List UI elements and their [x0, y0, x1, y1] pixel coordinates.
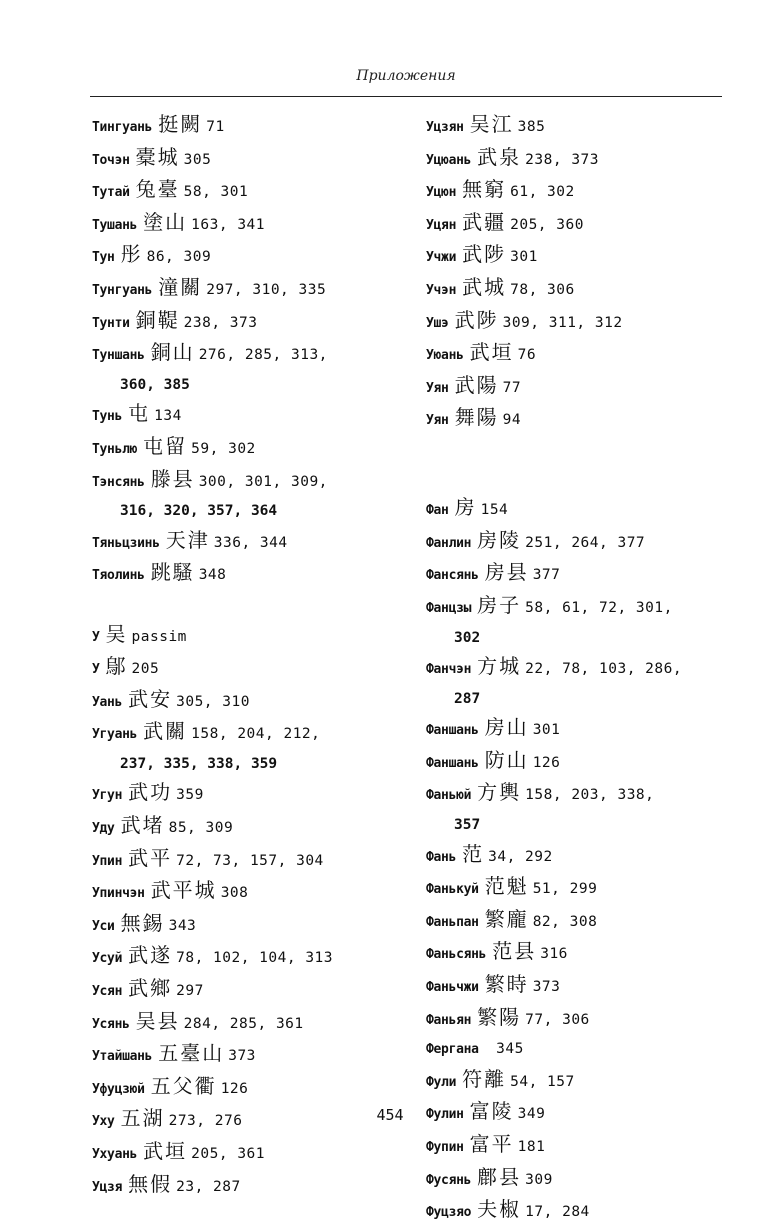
index-entry	[92, 1170, 410, 1203]
index-entry	[92, 974, 410, 1007]
entry-term: Фаншань	[426, 723, 479, 739]
entry-characters: 武平	[128, 845, 173, 870]
entry-characters: 范魁	[484, 874, 529, 899]
index-entry	[426, 1035, 726, 1065]
entry-pages: 158, 203, 338,	[525, 787, 655, 804]
index-entry	[426, 840, 726, 873]
entry-pages: 17, 284	[525, 1204, 590, 1221]
entry-term: Учжи	[426, 250, 457, 266]
entry-term: Упинчэн	[92, 886, 145, 902]
entry-pages: 58, 61, 72, 301,	[525, 599, 673, 616]
index-entry	[426, 493, 726, 526]
entry-characters: 武鄉	[128, 976, 173, 1001]
entry-pages: passim	[131, 628, 187, 645]
entry-term: Тунти	[92, 315, 130, 331]
entry-term: Уху	[92, 1114, 115, 1130]
entry-term: Фансянь	[426, 568, 479, 584]
entry-pages: 78, 102, 104, 313	[176, 950, 334, 967]
index-entry	[426, 970, 726, 1003]
index-column-right	[426, 110, 726, 1228]
entry-term: Упин	[92, 853, 123, 869]
entry-term: Тингуань	[92, 120, 153, 135]
index-entry	[426, 338, 726, 371]
entry-characters: 武陟	[462, 242, 507, 267]
entry-characters: 房县	[484, 560, 529, 585]
entry-pages: 273, 276	[168, 1113, 243, 1130]
entry-pages: 163, 341	[191, 216, 266, 233]
entry-term: Тутай	[92, 185, 130, 201]
page-number: 454	[376, 1106, 404, 1124]
index-entry-continuation: 360, 385	[120, 376, 190, 393]
index-entry	[426, 713, 726, 746]
entry-characters: 防山	[484, 747, 529, 772]
index-entry	[426, 778, 726, 811]
entry-pages: 308	[220, 885, 249, 902]
index-entry	[426, 306, 726, 339]
entry-pages: 238, 373	[183, 314, 258, 331]
index-entry	[92, 876, 410, 909]
header-rule	[90, 96, 722, 97]
entry-term: Уян	[426, 413, 449, 429]
entry-pages: 377	[532, 567, 561, 584]
entry-characters: 武功	[128, 780, 173, 805]
entry-term: У	[92, 662, 100, 678]
index-entry	[426, 652, 726, 685]
entry-pages: 251, 264, 377	[525, 534, 646, 551]
index-entry	[426, 558, 726, 591]
index-entry	[92, 811, 410, 844]
index-entry	[92, 143, 410, 176]
entry-pages: 61, 302	[510, 184, 575, 201]
index-entry	[92, 1137, 410, 1170]
entry-pages: 301	[532, 722, 561, 739]
entry-characters: 武堵	[120, 813, 165, 838]
entry-pages: 316	[540, 946, 568, 963]
entry-term: Уцзя	[92, 1179, 123, 1195]
entry-term: Тяньцзинь	[92, 535, 160, 551]
entry-term: Ушэ	[426, 315, 449, 331]
entry-term: Учэн	[426, 282, 457, 298]
index-entry-continuation: 357	[454, 817, 481, 834]
index-entry	[426, 1130, 726, 1163]
index-entry-continuation: 316, 320, 357, 364	[120, 503, 278, 520]
entry-term: Фаншань	[426, 755, 479, 771]
entry-characters: 富陵	[469, 1099, 514, 1124]
entry-pages: 82, 308	[532, 913, 598, 930]
entry-term: Фаньпан	[426, 914, 479, 930]
entry-pages: 373	[228, 1048, 256, 1065]
entry-characters: 銅山	[150, 340, 195, 365]
entry-characters: 方城	[477, 654, 522, 679]
entry-characters: 武平城	[150, 878, 217, 903]
entry-characters: 吴	[105, 621, 128, 646]
entry-pages: 348	[198, 567, 227, 584]
entry-characters: 天津	[165, 527, 210, 552]
index-entry	[92, 465, 410, 498]
entry-term: Тушань	[92, 217, 138, 233]
index-entry	[426, 143, 726, 176]
entry-term: Уфуцзюй	[92, 1081, 145, 1097]
index-entry	[92, 306, 410, 339]
entry-term: Тунь	[92, 409, 123, 425]
section-gap	[92, 591, 410, 620]
entry-characters: 房陵	[477, 527, 522, 552]
entry-pages: 373	[532, 979, 561, 996]
entry-characters: 武垣	[143, 1139, 188, 1163]
index-entry	[426, 1195, 726, 1228]
entry-pages: 305	[183, 151, 212, 168]
entry-term: Фаньюй	[426, 788, 472, 804]
index-entry-continuation: 302	[454, 629, 481, 646]
entry-term: Туншань	[92, 348, 145, 364]
entry-characters: 房	[454, 495, 477, 520]
index-entry	[92, 526, 410, 559]
index-entry	[92, 338, 410, 371]
entry-pages: 77	[502, 379, 522, 396]
index-entry	[426, 240, 726, 273]
entry-characters: 五湖	[120, 1106, 165, 1131]
entry-pages: 34, 292	[488, 848, 553, 865]
index-entry	[426, 1163, 726, 1196]
entry-characters: 富平	[469, 1132, 514, 1156]
entry-pages: 22, 78, 103, 286,	[525, 661, 683, 678]
entry-characters: 跳騷	[150, 560, 195, 585]
index-entry	[426, 1065, 726, 1098]
entry-pages: 301	[510, 249, 538, 266]
index-entry	[426, 403, 726, 436]
entry-characters: 五臺山	[158, 1041, 225, 1066]
entry-characters: 夫椒	[477, 1197, 522, 1222]
entry-pages: 297	[176, 983, 204, 1000]
entry-pages: 284, 285, 361	[183, 1015, 304, 1032]
index-entry	[92, 1007, 410, 1040]
entry-characters: 潼關	[158, 274, 203, 299]
entry-pages: 94	[502, 412, 522, 429]
entry-term: Уду	[92, 821, 115, 837]
entry-pages: 154	[480, 502, 509, 519]
entry-pages: 126	[532, 754, 561, 771]
index-entry	[92, 175, 410, 208]
entry-characters: 舞陽	[454, 405, 499, 430]
entry-pages: 205, 360	[510, 216, 584, 233]
entry-term: Фулин	[426, 1107, 464, 1123]
index-entry	[426, 591, 726, 624]
entry-pages: 78, 306	[510, 281, 575, 298]
entry-term: Уюань	[426, 348, 464, 364]
entry-characters: 武泉	[477, 144, 522, 169]
entry-term: Уань	[92, 694, 123, 710]
entry-characters: 武陽	[454, 372, 499, 397]
entry-characters: 武安	[128, 686, 173, 711]
index-entry	[92, 941, 410, 974]
entry-characters: 武垣	[469, 340, 514, 365]
entry-term: Усян	[92, 984, 123, 1000]
entry-term: Точэн	[92, 152, 130, 168]
entry-pages: 181	[517, 1139, 546, 1155]
index-entry	[426, 273, 726, 306]
entry-term: Уцюн	[426, 185, 457, 201]
entry-characters: 繁時	[484, 972, 529, 997]
section-gap	[426, 465, 726, 494]
entry-characters: 兔臺	[135, 177, 180, 202]
entry-term: Туньлю	[92, 441, 138, 457]
index-entry	[92, 110, 410, 143]
index-entry	[426, 937, 726, 970]
entry-term: Усянь	[92, 1016, 130, 1032]
entry-characters: 屯	[128, 401, 151, 426]
index-entry-continuation: 287	[454, 690, 481, 707]
entry-term: Угун	[92, 788, 123, 804]
entry-term: Утайшань	[92, 1049, 153, 1065]
entry-characters: 范	[462, 841, 485, 866]
index-entry	[92, 778, 410, 811]
index-entry	[92, 432, 410, 465]
entry-pages: 305, 310	[176, 693, 250, 710]
entry-pages: 76	[517, 347, 537, 364]
entry-characters: 房子	[477, 592, 522, 617]
running-header: Приложения	[356, 68, 456, 84]
entry-pages: 58, 301	[183, 184, 249, 201]
entry-characters: 符離	[462, 1066, 507, 1091]
entry-pages: 343	[168, 917, 197, 934]
index-entry	[92, 685, 410, 718]
entry-characters: 五父衢	[150, 1073, 217, 1098]
entry-term: Уси	[92, 918, 115, 934]
entry-pages: 205, 361	[191, 1146, 266, 1162]
entry-pages: 59, 302	[191, 440, 256, 457]
entry-pages: 309	[525, 1171, 553, 1188]
index-entry	[92, 240, 410, 273]
entry-characters: 繁龐	[484, 906, 529, 931]
entry-term: Тэнсянь	[92, 474, 145, 490]
entry-term: Уцян	[426, 217, 457, 233]
index-column-left	[92, 110, 410, 1202]
entry-term: Фаньчжи	[426, 980, 479, 996]
index-entry	[426, 371, 726, 404]
index-entry	[426, 208, 726, 241]
entry-term: Уцюань	[426, 152, 472, 168]
index-entry	[92, 620, 410, 653]
entry-term: Фанчэн	[426, 662, 472, 678]
entry-pages: 54, 157	[510, 1073, 575, 1090]
entry-term: Фан	[426, 503, 449, 519]
entry-term: Усуй	[92, 951, 123, 967]
entry-characters: 方輿	[477, 780, 522, 805]
index-entry	[92, 399, 410, 432]
entry-characters: 鄔	[105, 654, 128, 679]
entry-pages: 349	[517, 1106, 546, 1123]
entry-characters: 武關	[143, 719, 188, 744]
index-entry	[92, 652, 410, 685]
entry-term: Тяолинь	[92, 568, 145, 584]
entry-term: Фули	[426, 1074, 457, 1090]
index-entry	[426, 746, 726, 779]
entry-characters: 無窮	[462, 177, 507, 202]
entry-pages: 86, 309	[146, 249, 212, 266]
entry-term: Фуцзяо	[426, 1205, 472, 1221]
entry-term: Фупин	[426, 1140, 464, 1155]
entry-characters: 鄜县	[477, 1164, 522, 1189]
entry-characters: 武城	[462, 274, 507, 299]
entry-pages: 359	[176, 787, 204, 804]
index-entry	[92, 844, 410, 877]
entry-term: Фаньсянь	[426, 947, 487, 963]
index-entry	[426, 1003, 726, 1036]
entry-term: Ухуань	[92, 1147, 138, 1162]
entry-characters: 武疆	[462, 209, 507, 234]
entry-characters: 房山	[484, 715, 529, 740]
entry-pages: 309, 311, 312	[502, 314, 623, 331]
entry-term: Фаньян	[426, 1012, 472, 1028]
entry-characters: 無錫	[120, 910, 165, 935]
entry-characters: 繁陽	[477, 1004, 522, 1029]
entry-term: Фанлин	[426, 535, 472, 551]
entry-term: Уцзян	[426, 120, 464, 135]
entry-pages: 134	[154, 408, 182, 425]
entry-term: Фергана	[426, 1042, 479, 1058]
entry-pages: 126	[220, 1080, 249, 1097]
entry-pages: 300, 301, 309,	[198, 473, 328, 490]
index-entry	[92, 558, 410, 591]
entry-pages: 85, 309	[168, 820, 234, 837]
entry-characters: 武遂	[128, 943, 173, 968]
entry-characters: 彤	[120, 242, 143, 267]
index-entry	[426, 526, 726, 559]
entry-term: У	[92, 629, 100, 645]
entry-pages: 238, 373	[525, 151, 600, 168]
entry-characters: 吴江	[469, 112, 514, 136]
entry-pages: 51, 299	[532, 881, 598, 898]
section-gap	[426, 436, 726, 465]
entry-characters: 武陟	[454, 307, 499, 332]
entry-pages: 77, 306	[525, 1011, 590, 1028]
entry-pages: 385	[517, 119, 546, 135]
index-entry	[92, 208, 410, 241]
index-entry	[426, 905, 726, 938]
entry-pages: 336, 344	[213, 534, 288, 551]
entry-pages: 345	[496, 1041, 524, 1058]
index-entry	[426, 175, 726, 208]
index-entry	[426, 872, 726, 905]
entry-pages: 205	[131, 661, 160, 678]
entry-characters: 挺闕	[158, 112, 203, 136]
index-entry	[92, 1072, 410, 1105]
entry-term: Тунгуань	[92, 282, 153, 298]
index-entry	[92, 909, 410, 942]
entry-characters: 滕县	[150, 466, 195, 491]
entry-pages: 23, 287	[176, 1178, 241, 1195]
entry-characters: 塗山	[143, 209, 188, 234]
entry-term: Угуань	[92, 727, 138, 743]
entry-characters: 銅鞮	[135, 307, 180, 332]
entry-term: Тун	[92, 250, 115, 266]
entry-pages: 158, 204, 212,	[191, 726, 321, 743]
entry-pages: 276, 285, 313,	[198, 347, 328, 364]
entry-characters: 屯留	[143, 433, 188, 458]
entry-term: Фань	[426, 849, 457, 865]
index-entry	[426, 110, 726, 143]
entry-term: Фанькуй	[426, 882, 479, 898]
entry-characters: 橐城	[135, 144, 180, 169]
index-entry	[92, 1039, 410, 1072]
entry-term: Уян	[426, 380, 449, 396]
index-entry-continuation: 237, 335, 338, 359	[120, 755, 278, 772]
entry-pages: 297, 310, 335	[206, 281, 327, 298]
entry-pages: 72, 73, 157, 304	[176, 852, 324, 869]
entry-characters: 吴县	[135, 1008, 180, 1033]
index-entry	[92, 273, 410, 306]
entry-characters: 范县	[492, 939, 537, 964]
entry-pages: 71	[206, 119, 225, 135]
index-entry	[92, 717, 410, 750]
entry-term: Фанцзы	[426, 600, 472, 616]
entry-term: Фусянь	[426, 1172, 472, 1188]
entry-characters: 無假	[128, 1171, 173, 1196]
